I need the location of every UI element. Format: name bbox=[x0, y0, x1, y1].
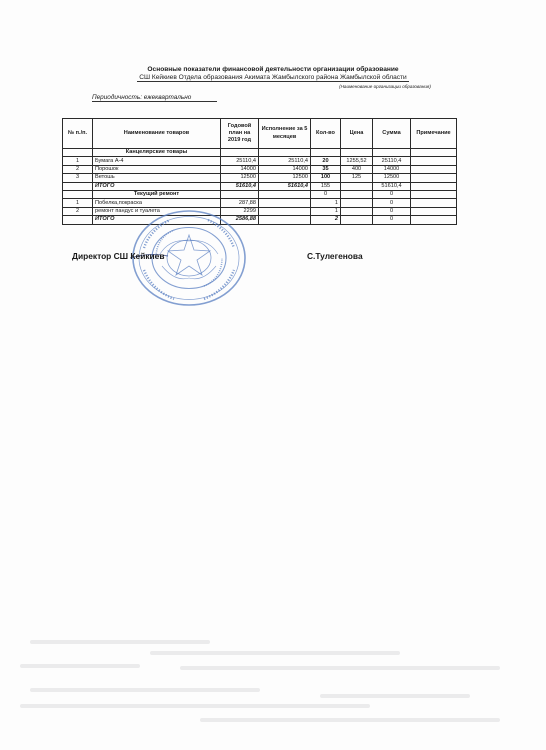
col-header-num: № п./п. bbox=[63, 119, 93, 149]
cell-num: 2 bbox=[63, 207, 93, 215]
table-row bbox=[63, 174, 457, 182]
section-row-stationery bbox=[63, 149, 457, 157]
table-header-row bbox=[63, 119, 457, 149]
organization-caption: (Наименование организации образования) bbox=[339, 84, 431, 89]
table-row bbox=[63, 165, 457, 173]
scan-artifact bbox=[20, 704, 370, 708]
scan-artifact bbox=[150, 651, 400, 655]
total-sum: 0 bbox=[373, 216, 411, 224]
cell-sum: 14000 bbox=[373, 165, 411, 173]
cell-qty: 1 bbox=[311, 207, 341, 215]
section-qty: 0 bbox=[311, 190, 341, 198]
cell-exec bbox=[259, 207, 311, 215]
scan-artifact bbox=[30, 640, 210, 644]
cell-note bbox=[411, 207, 457, 215]
cell-note bbox=[411, 174, 457, 182]
cell-exec: 14000 bbox=[259, 165, 311, 173]
cell-sum: 12500 bbox=[373, 174, 411, 182]
table-row bbox=[63, 199, 457, 207]
total-qty: 155 bbox=[311, 182, 341, 190]
report-title: Основные показатели финансовой деятельности организации образование bbox=[147, 66, 399, 73]
organization-name-text: СШ Кейкиев Отдела образования Акимата Жамбылского района Жамбылской области bbox=[139, 74, 407, 81]
col-header-qty: Кол-во bbox=[311, 119, 341, 149]
cell-sum: 0 bbox=[373, 207, 411, 215]
cell-plan: 25110,4 bbox=[221, 157, 259, 165]
cell-qty: 35 bbox=[311, 165, 341, 173]
cell-name: Побелка,покраска bbox=[93, 199, 221, 207]
total-plan: 51610,4 bbox=[221, 182, 259, 190]
cell-plan: 287,88 bbox=[221, 199, 259, 207]
cell-plan: 14000 bbox=[221, 165, 259, 173]
total-exec: 51610,4 bbox=[259, 182, 311, 190]
total-row-repair bbox=[63, 216, 457, 224]
total-qty: 2 bbox=[311, 216, 341, 224]
total-label: ИТОГО bbox=[93, 216, 221, 224]
cell-sum: 0 bbox=[373, 199, 411, 207]
signature-name: С.Тулегенова bbox=[307, 251, 363, 261]
cell-num: 1 bbox=[63, 199, 93, 207]
table-row bbox=[63, 207, 457, 215]
cell-name: ремонт пандус и туалета bbox=[93, 207, 221, 215]
cell-plan: 2299 bbox=[221, 207, 259, 215]
cell-price bbox=[341, 207, 373, 215]
cell-name: Ветошь bbox=[93, 174, 221, 182]
cell-price: 1255,52 bbox=[341, 157, 373, 165]
report-table bbox=[62, 118, 457, 225]
section-repair: Текущий ремонт bbox=[93, 190, 221, 198]
total-plan: 2586,88 bbox=[221, 216, 259, 224]
scan-artifact bbox=[20, 664, 140, 668]
cell-sum: 25110,4 bbox=[373, 157, 411, 165]
cell-name: Порошок bbox=[93, 165, 221, 173]
cell-exec: 12500 bbox=[259, 174, 311, 182]
total-sum: 51610,4 bbox=[373, 182, 411, 190]
cell-num: 2 bbox=[63, 165, 93, 173]
col-header-sum: Сумма bbox=[373, 119, 411, 149]
cell-qty: 20 bbox=[311, 157, 341, 165]
col-header-name: Наименование товаров bbox=[93, 119, 221, 149]
col-header-exec: Исполнение за 5 месяцев bbox=[259, 119, 311, 149]
section-row-repair bbox=[63, 190, 457, 198]
periodicity bbox=[92, 94, 217, 102]
scan-artifact bbox=[200, 718, 500, 722]
scan-artifact bbox=[180, 666, 500, 670]
scan-artifact bbox=[320, 694, 470, 698]
col-header-plan: Годовой план на 2019 год bbox=[221, 119, 259, 149]
cell-qty: 100 bbox=[311, 174, 341, 182]
cell-qty: 1 bbox=[311, 199, 341, 207]
section-sum: 0 bbox=[373, 190, 411, 198]
periodicity-text: Периодичность: ежеквартально bbox=[92, 94, 217, 102]
cell-price bbox=[341, 199, 373, 207]
cell-note bbox=[411, 157, 457, 165]
organization-name bbox=[0, 74, 546, 81]
cell-exec: 25110,4 bbox=[259, 157, 311, 165]
col-header-price: Цена bbox=[341, 119, 373, 149]
cell-name: Бумага А-4 bbox=[93, 157, 221, 165]
cell-num: 1 bbox=[63, 157, 93, 165]
signature-title: Директор СШ Кейкиев bbox=[72, 251, 165, 261]
cell-note bbox=[411, 199, 457, 207]
section-stationery: Канцелярские товары bbox=[93, 149, 221, 157]
total-label: ИТОГО bbox=[93, 182, 221, 190]
cell-price: 400 bbox=[341, 165, 373, 173]
col-header-note: Примечание bbox=[411, 119, 457, 149]
cell-num: 3 bbox=[63, 174, 93, 182]
table-row bbox=[63, 157, 457, 165]
scan-artifact bbox=[30, 688, 260, 692]
cell-note bbox=[411, 165, 457, 173]
cell-price: 125 bbox=[341, 174, 373, 182]
total-row-stationery bbox=[63, 182, 457, 190]
cell-plan: 12500 bbox=[221, 174, 259, 182]
cell-exec bbox=[259, 199, 311, 207]
